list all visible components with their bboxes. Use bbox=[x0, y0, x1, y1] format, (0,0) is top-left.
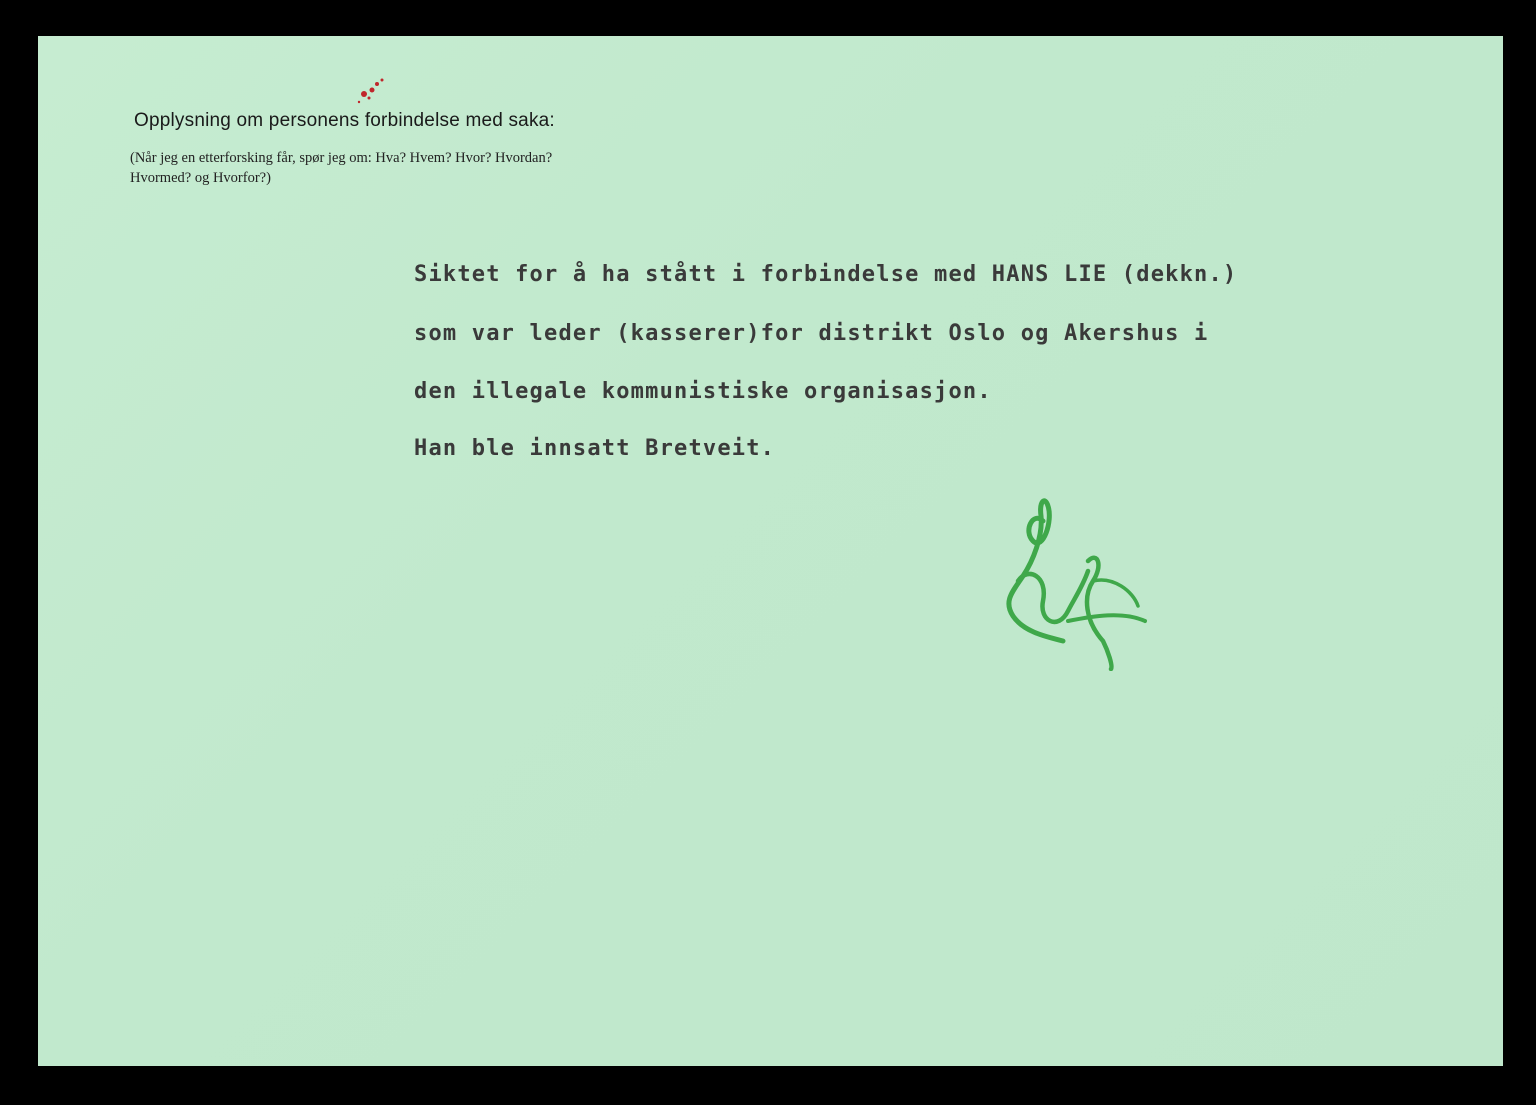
typed-line-2: som var leder (kasserer)for distrikt Oslo og Akershus i bbox=[414, 321, 1209, 346]
green-signature bbox=[973, 491, 1163, 671]
red-stamp-mark bbox=[344, 72, 404, 112]
typed-line-3: den illegale kommunistiske organisasjon. bbox=[414, 379, 992, 404]
instructions-line-1: (Når jeg en etterforsking får, spør jeg om: Hva? Hvem? Hvor? Hvordan? bbox=[130, 150, 553, 166]
form-heading: Opplysning om personens forbindelse med saka: bbox=[134, 110, 555, 131]
instructions-line-2: Hvormed? og Hvorfor?) bbox=[130, 170, 271, 186]
document-card bbox=[38, 36, 1503, 1066]
typed-line-4: Han ble innsatt Bretveit. bbox=[414, 436, 776, 461]
typed-line-1: Siktet for å ha stått i forbindelse med HANS LIE (dekkn.) bbox=[414, 262, 1238, 287]
form-instructions bbox=[130, 148, 552, 188]
